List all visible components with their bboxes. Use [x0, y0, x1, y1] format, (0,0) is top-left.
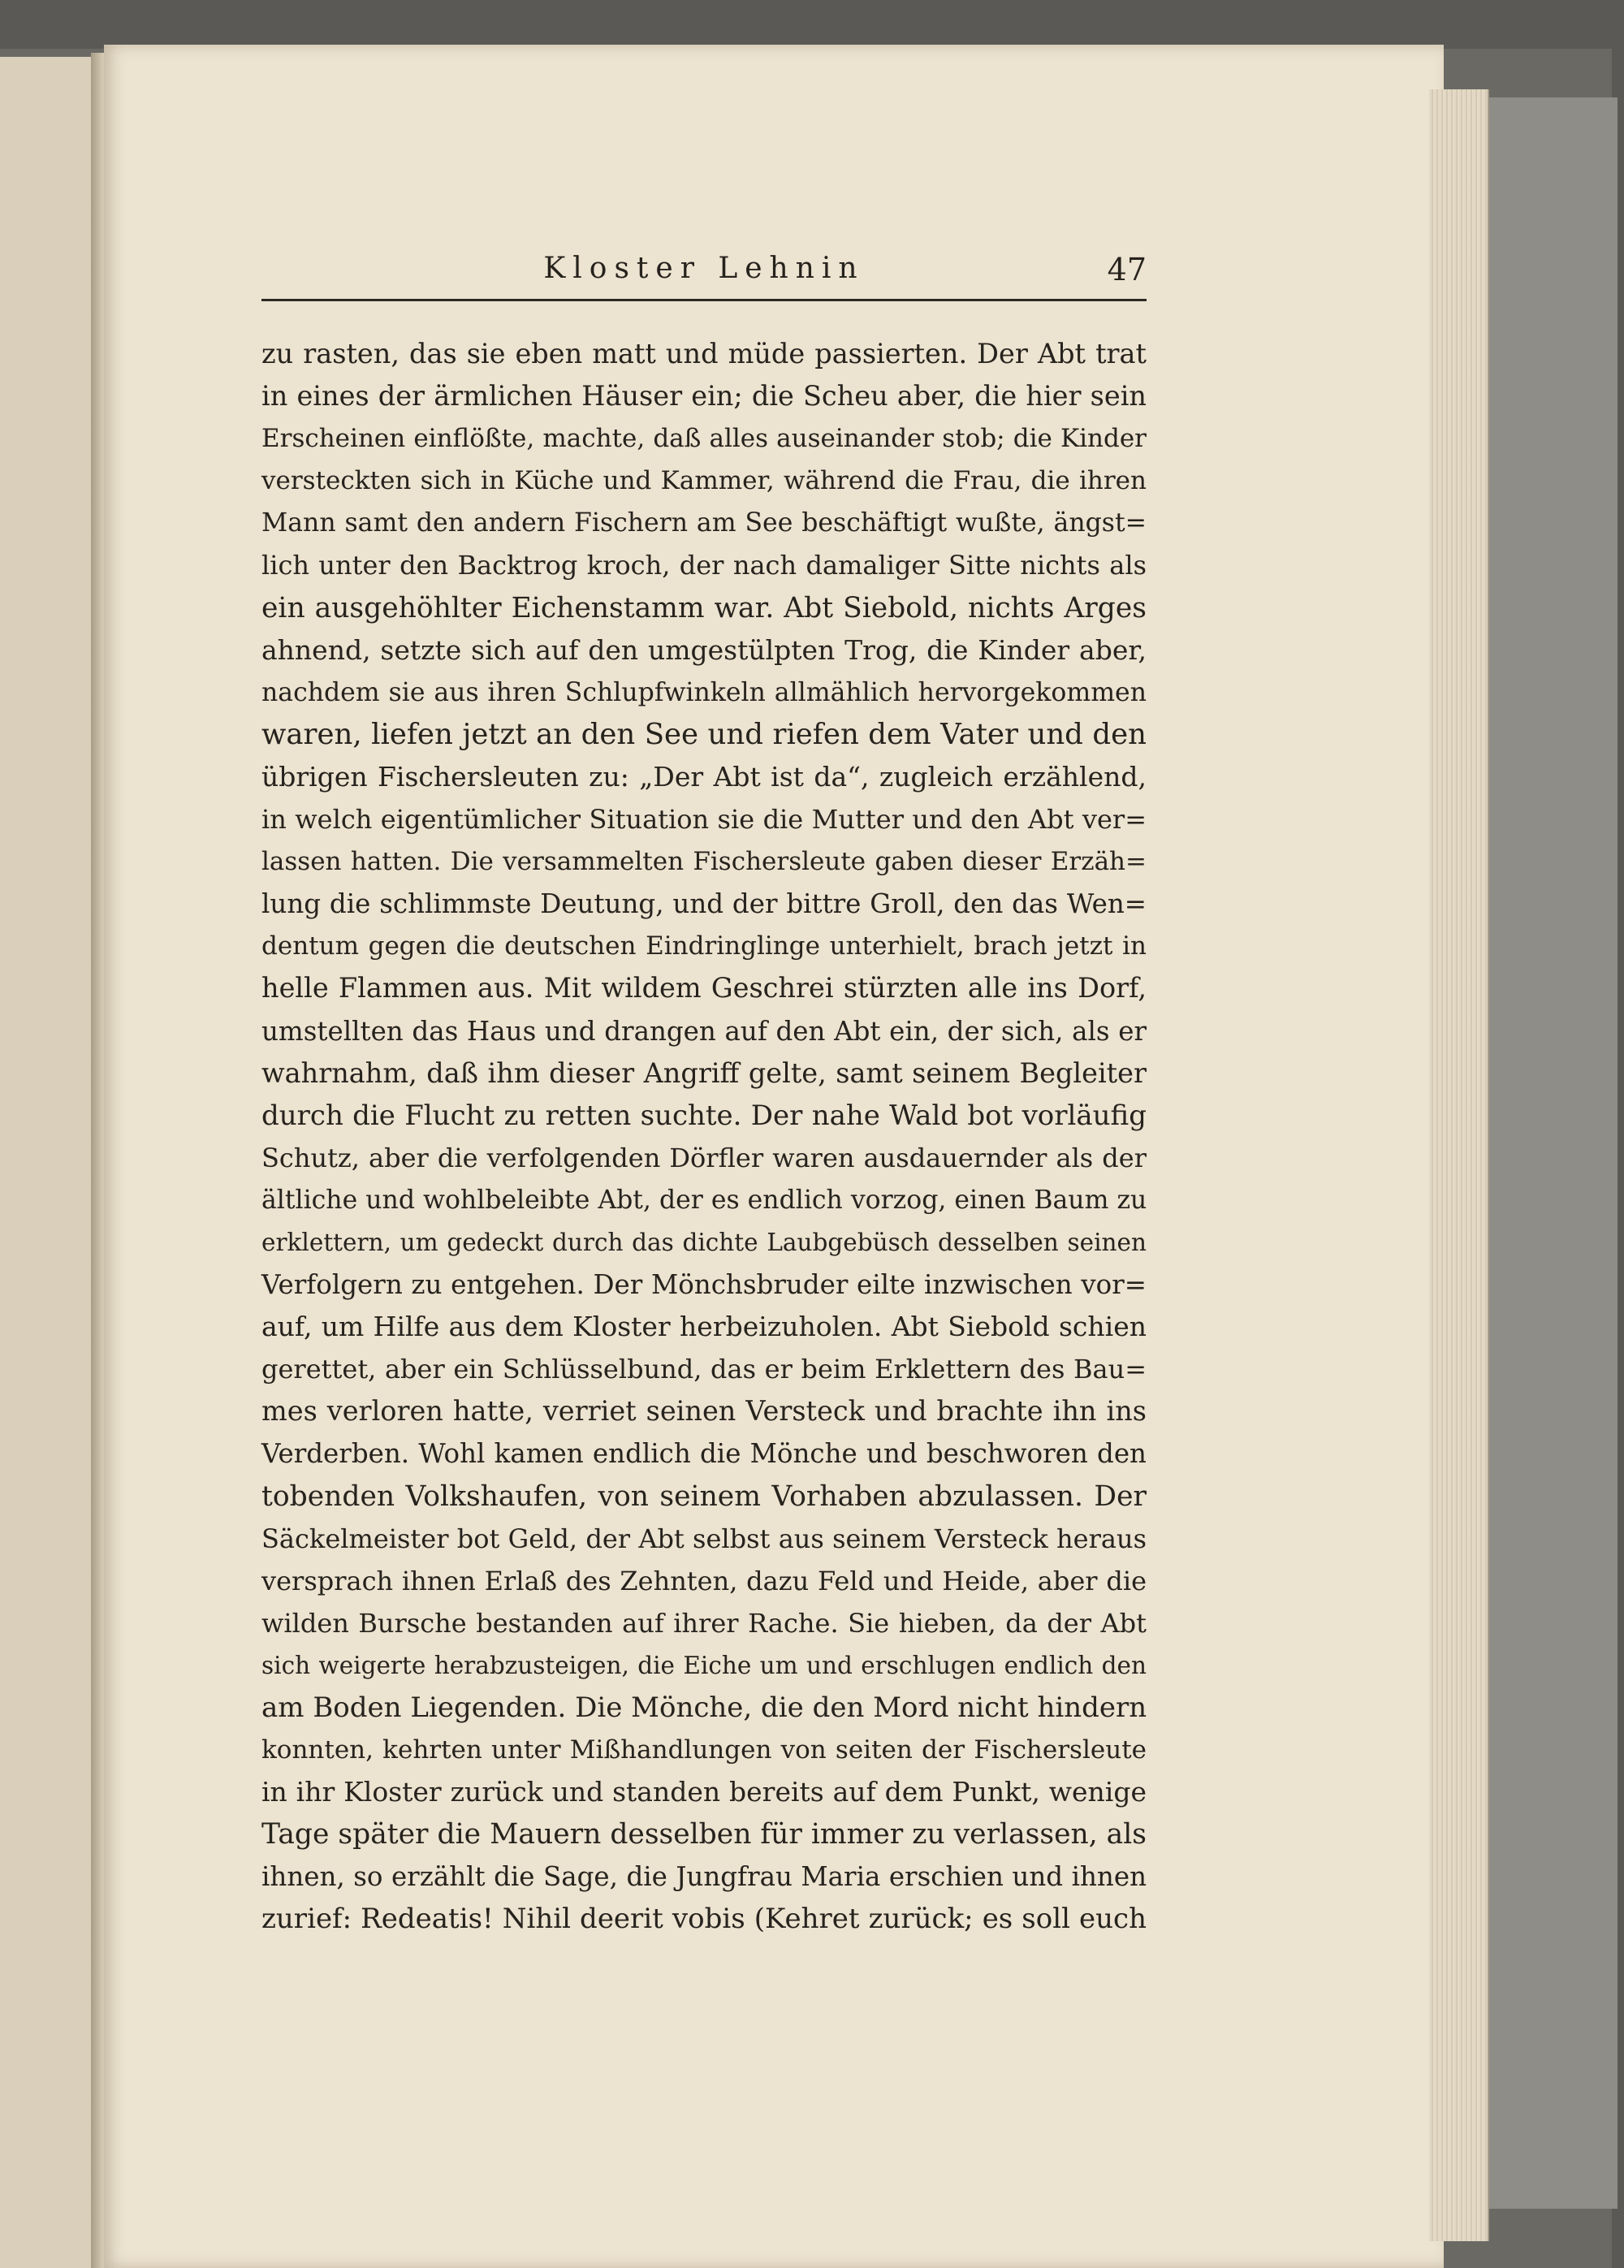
text-line: erklettern, um gedeckt durch das dichte Laubgebüsch desselben seinen — [261, 1228, 1147, 1256]
text-line: zu rasten, das sie eben matt und müde passierten. Der Abt trat — [261, 338, 1147, 369]
text-line: Verderben. Wohl kamen endlich die Mönche und beschworen den — [261, 1438, 1147, 1470]
text-line: mes verloren hatte, verriet seinen Versteck und brachte ihn ins — [261, 1395, 1147, 1428]
text-line: tobenden Volkshaufen, von seinem Vorhaben abzulassen. Der — [261, 1480, 1147, 1513]
text-line: dentum gegen die deutschen Eindringlinge unterhielt, brach jetzt in — [261, 931, 1147, 961]
text-line: lich unter den Backtrog kroch, der nach damaliger Sitte nichts als — [261, 550, 1147, 581]
text-line: helle Flammen aus. Mit wildem Geschrei stürzten alle ins Dorf, — [261, 972, 1147, 1004]
body-text — [261, 333, 1147, 1941]
text-line: ahnend, setzte sich auf den umgestülpten Trog, die Kinder aber, — [261, 633, 1147, 666]
text-line: in welch eigentümlicher Situation sie die Mutter und den Abt ver= — [261, 804, 1147, 836]
text-line: auf, um Hilfe aus dem Kloster herbeizuholen. Abt Siebold schien — [261, 1311, 1147, 1343]
text-line: Säckelmeister bot Geld, der Abt selbst aus seinem Versteck heraus — [261, 1523, 1147, 1554]
text-line: Mann samt den andern Fischern am See beschäftigt wußte, ängst= — [261, 508, 1147, 538]
page-header — [261, 252, 1147, 301]
running-head: Kloster Lehnin — [543, 252, 865, 285]
text-line: wilden Bursche bestanden auf ihrer Rache. Sie hieben, da der Abt — [261, 1607, 1147, 1639]
text-line: Tage später die Mauern desselben für immer zu verlassen, als — [261, 1818, 1147, 1851]
text-line: lassen hatten. Die versammelten Fischersleute gaben dieser Erzäh= — [261, 847, 1147, 877]
text-line: versteckten sich in Küche und Kammer, während die Frau, die ihren — [261, 466, 1147, 496]
text-line: nachdem sie aus ihren Schlupfwinkeln allmählich hervorgekommen — [261, 677, 1147, 707]
text-line: in eines der ärmlichen Häuser ein; die Scheu aber, die hier sein — [261, 380, 1147, 413]
text-line: ältliche und wohlbeleibte Abt, der es endlich vorzog, einen Baum zu — [261, 1185, 1147, 1215]
text-line: zurief: Redeatis! Nihil deerit vobis (Kehret zurück; es soll euch — [261, 1903, 1147, 1936]
text-line: Erscheinen einflößte, machte, daß alles auseinander stob; die Kinder — [261, 424, 1147, 454]
text-line: ihnen, so erzählt die Sage, die Jungfrau Maria erschien und ihnen — [261, 1861, 1147, 1893]
text-line: am Boden Liegenden. Die Mönche, die den Mord nicht hindern — [261, 1691, 1147, 1724]
page-number: 47 — [1107, 252, 1147, 287]
text-line: Verfolgern zu entgehen. Der Mönchsbruder eilte inzwischen vor= — [261, 1269, 1147, 1301]
page-edges — [1429, 89, 1489, 2241]
text-line: in ihr Kloster zurück und standen bereits auf dem Punkt, wenige — [261, 1776, 1147, 1808]
text-line: gerettet, aber ein Schlüsselbund, das er beim Erklettern des Bau= — [261, 1354, 1147, 1385]
text-line: ein ausgehöhlter Eichenstamm war. Abt Siebold, nichts Arges — [261, 591, 1147, 624]
text-line: waren, liefen jetzt an den See und riefen dem Vater und den — [261, 717, 1147, 751]
text-line: Schutz, aber die verfolgenden Dörfler waren ausdauernder als der — [261, 1142, 1147, 1173]
text-line: wahrnahm, daß ihm dieser Angriff gelte, samt seinem Begleiter — [261, 1056, 1147, 1089]
text-line: konnten, kehrten unter Mißhandlungen von seiten der Fischersleute — [261, 1735, 1147, 1765]
text-line: übrigen Fischersleuten zu: „Der Abt ist da“, zugleich erzählend, — [261, 760, 1147, 793]
text-line: sich weigerte herabzusteigen, die Eiche um und erschlugen endlich den — [261, 1651, 1147, 1679]
text-line: durch die Flucht zu retten suchte. Der nahe Wald bot vorläufig — [261, 1099, 1147, 1132]
text-line: umstellten das Haus und drangen auf den Abt ein, der sich, als er — [261, 1015, 1147, 1047]
text-line: lung die schlimmste Deutung, und der bittre Groll, den das Wen= — [261, 888, 1147, 920]
text-line: versprach ihnen Erlaß des Zehnten, dazu Feld und Heide, aber die — [261, 1565, 1147, 1596]
facing-page — [0, 57, 98, 2268]
